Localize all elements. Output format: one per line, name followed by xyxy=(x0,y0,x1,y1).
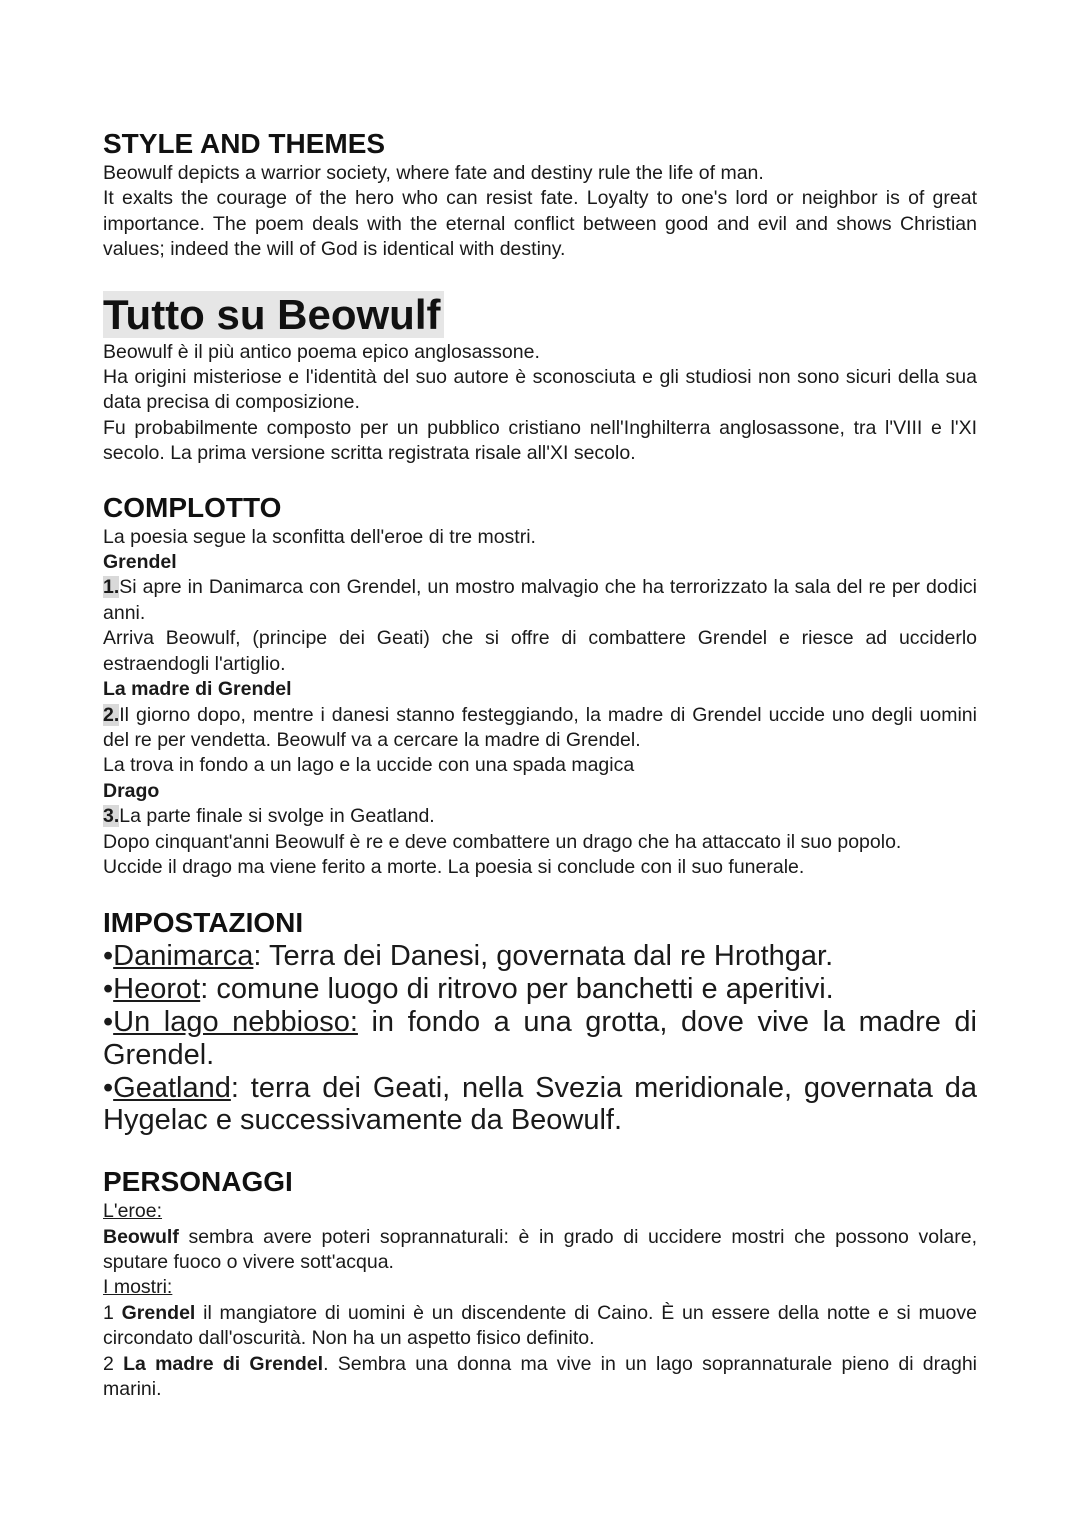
settings-separator: : xyxy=(253,940,262,973)
plot-section-dragon-line-2: Dopo cinquant'anni Beowulf è re e deve combattere un drago che ha attaccato il suo popolo. xyxy=(103,830,902,853)
monster-name: Grendel xyxy=(121,1301,196,1324)
intro-heading-text: Tutto su Beowulf xyxy=(103,291,444,338)
plot-section-number: 3. xyxy=(103,805,120,828)
plot-section-mother-line-1 xyxy=(103,703,977,754)
monster-item-grendel xyxy=(103,1301,977,1352)
bullet-icon: • xyxy=(103,940,114,973)
settings-term: Heorot xyxy=(113,973,201,1006)
style-themes-paragraph-2: It exalts the courage of the hero who can resist fate. Loyalty to one's lord or neighbor is of great importance. The poem deals with the eternal conflict between good and evil and shows Christian values; indeed the will of God is identical with destiny. xyxy=(103,187,977,261)
settings-term: Un lago nebbioso: xyxy=(113,1005,358,1038)
monster-item-mother xyxy=(103,1352,977,1403)
monster-name: La madre di Grendel xyxy=(123,1352,324,1375)
settings-item-geatland xyxy=(103,1072,977,1138)
monster-desc: il mangiatore di uomini è un discendente di Caino. È un essere della notte e si muove circondato dall'oscurità. Non ha un aspetto fisico definito. xyxy=(103,1301,977,1350)
plot-section-dragon-line-3: Uccide il drago ma viene ferito a morte. La poesia si conclude con il suo funerale. xyxy=(103,855,805,878)
settings-item-heorot xyxy=(103,973,977,1006)
plot-section-title-mother: La madre di Grendel xyxy=(103,678,292,701)
plot-intro: La poesia segue la sconfitta dell'eroe di tre mostri. xyxy=(103,525,536,548)
monster-number: 2 xyxy=(103,1352,124,1375)
document-content xyxy=(103,127,977,1402)
bullet-icon: • xyxy=(103,1005,114,1038)
settings-heading: IMPOSTAZIONI xyxy=(103,907,304,939)
settings-term: Danimarca xyxy=(113,940,254,973)
intro-heading xyxy=(103,290,977,340)
plot-section-grendel-line-1 xyxy=(103,575,977,626)
intro-paragraph-2: Ha origini misteriose e l'identità del suo autore è sconosciuta e gli studiosi non sono sicuri della sua data precisa di composizione. xyxy=(103,366,977,414)
monsters-label: I mostri: xyxy=(103,1276,173,1299)
settings-desc: Terra dei Danesi, governata dal re Hrothgar. xyxy=(261,940,834,973)
plot-heading: COMPLOTTO xyxy=(103,491,282,523)
settings-desc: terra dei Geati, nella Svezia meridionale, governata da Hygelac e successivamente da Beowulf. xyxy=(103,1071,977,1137)
plot-section-mother-line-2: La trova in fondo a un lago e la uccide con una spada magica xyxy=(103,754,635,777)
hero-desc: sembra avere poteri soprannaturali: è in grado di uccidere mostri che possono volare, sputare fuoco o vivere sott'acqua. xyxy=(103,1225,977,1273)
plot-section-title-dragon: Drago xyxy=(103,779,160,802)
monster-desc: . Sembra una donna ma vive in un lago soprannaturale pieno di draghi marini. xyxy=(103,1352,977,1400)
settings-item-danimarca xyxy=(103,940,977,973)
plot-section-dragon-line-1 xyxy=(103,804,977,829)
hero-label: L'eroe: xyxy=(103,1200,163,1223)
plot-section-grendel-line-2: Arriva Beowulf, (principe dei Geati) che si offre di combattere Grendel e riesce ad ucciderlo estraendogli l'artiglio. xyxy=(103,627,977,675)
settings-term: Geatland xyxy=(113,1071,231,1104)
settings-separator: : xyxy=(230,1071,239,1104)
intro-paragraph-3: Fu probabilmente composto per un pubblico cristiano nell'Inghilterra anglosassone, tra l'VIII e l'XI secolo. La prima versione scritta registrata risale all'XI secolo. xyxy=(103,416,977,465)
bullet-icon: • xyxy=(103,973,114,1006)
bullet-icon: • xyxy=(103,1071,114,1104)
plot-section-number: 2. xyxy=(103,703,120,726)
hero-name: Beowulf xyxy=(103,1225,179,1248)
plot-line-text: La parte finale si svolge in Geatland. xyxy=(119,805,435,828)
monster-number: 1 xyxy=(103,1301,122,1324)
plot-line-text: Il giorno dopo, mentre i danesi stanno festeggiando, la madre di Grendel uccide uno degli uomini del re per vendetta. Beowulf va a cercare la madre di Grendel. xyxy=(103,703,977,751)
settings-desc: in fondo a una grotta, dove vive la madre di Grendel. xyxy=(103,1005,977,1071)
plot-section-title-grendel: Grendel xyxy=(103,551,177,574)
plot-line-text: Si apre in Danimarca con Grendel, un mostro malvagio che ha terrorizzato la sala del re per dodici anni. xyxy=(103,576,977,624)
intro-paragraph-1: Beowulf è il più antico poema epico anglosassone. xyxy=(103,340,540,363)
characters-heading: PERSONAGGI xyxy=(103,1166,293,1198)
plot-section-number: 1. xyxy=(103,576,120,599)
settings-desc: comune luogo di ritrovo per banchetti e aperitivi. xyxy=(208,973,834,1006)
settings-separator: : xyxy=(200,973,209,1006)
style-themes-paragraph-1: Beowulf depicts a warrior society, where fate and destiny rule the life of man. xyxy=(103,162,764,184)
hero-paragraph xyxy=(103,1225,977,1276)
style-themes-heading: STYLE AND THEMES xyxy=(103,128,386,159)
settings-item-lago xyxy=(103,1006,977,1072)
